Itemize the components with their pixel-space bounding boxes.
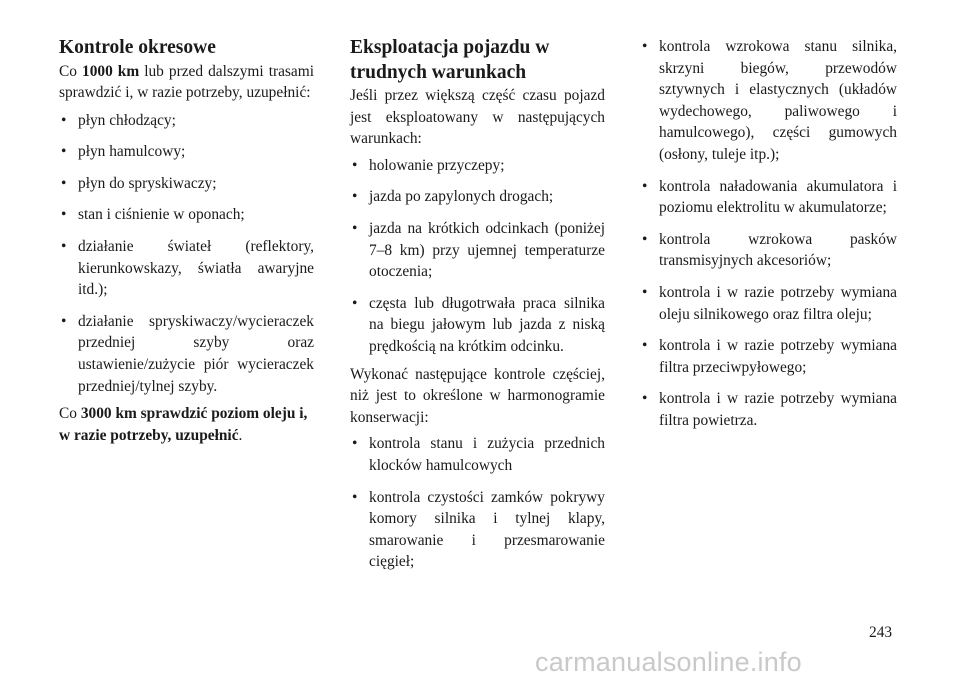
list-item: • kontrola i w razie potrzeby wymiana filtra przeciwpyłowego; — [642, 337, 897, 376]
bullet-icon: • — [352, 188, 358, 206]
bullet-icon: • — [352, 435, 358, 453]
list-item: • kontrola i w razie potrzeby wymiana filtra powietrza. — [642, 390, 897, 429]
more-frequent-checks-list — [350, 433, 605, 573]
more-frequent-checks-intro: Wykonać następujące kontrole częściej, niż jest to określone w harmonogramie konserwacji: — [350, 365, 605, 426]
bullet-icon: • — [61, 111, 67, 129]
difficult-conditions-intro: Jeśli przez większą część czasu pojazd jest eksploatowany w następujących warunkach: — [350, 87, 605, 148]
list-item: • kontrola naładowania akumulatora i poziomu elektrolitu w akumulatorze; — [642, 177, 897, 217]
bullet-icon: • — [642, 283, 648, 301]
bullet-icon: • — [61, 312, 67, 330]
list-item: • płyn hamulcowy; — [59, 141, 314, 163]
bullet-icon: • — [61, 238, 67, 256]
watermark: carmanualsonline.info — [535, 647, 802, 677]
list-item: • działanie świateł (reflektory, kierunkowskazy, światła awaryjne itd.); — [61, 238, 314, 299]
list-item: • częsta lub długotrwała praca silnika na biegu jałowym lub jazda z niską prędkością na krótkim odcinku. — [352, 294, 605, 355]
page-number: 243 — [869, 624, 893, 641]
periodic-checks-column — [59, 36, 314, 446]
bullet-icon: • — [352, 488, 358, 506]
bullet-icon: • — [61, 174, 67, 192]
bullet-icon: • — [352, 156, 358, 174]
periodic-checks-outro: Co 3000 km sprawdzić poziom oleju i, w razie potrzeby, uzupełnić. — [59, 405, 308, 444]
list-item: • kontrola czystości zamków pokrywy komory silnika i tylnej klapy, smarowanie i przesmarowanie cięgieł; — [352, 488, 605, 571]
list-item: • działanie spryskiwaczy/wycieraczek przedniej szyby oraz ustawienie/zużycie piór wycieraczek przedniej/tylnej szyby. — [61, 312, 314, 395]
bullet-icon: • — [642, 390, 648, 408]
distance-1000km: 1000 km — [82, 62, 140, 80]
bullet-icon: • — [642, 337, 648, 355]
difficult-conditions-column — [350, 36, 605, 573]
list-item: • jazda na krótkich odcinkach (poniżej 7–8 km) przy ujemnej temperaturze otoczenia; — [352, 219, 605, 281]
periodic-checks-title: Kontrole okresowe — [59, 37, 216, 58]
list-item: • płyn do spryskiwaczy; — [59, 173, 314, 195]
bullet-icon: • — [61, 143, 67, 161]
bullet-icon: • — [61, 206, 67, 224]
distance-3000km-instruction: 3000 km sprawdzić poziom oleju i, w razie potrzeby, uzupełnić — [59, 405, 308, 444]
bullet-icon: • — [352, 219, 358, 237]
list-item: • płyn chłodzący; — [59, 110, 314, 132]
periodic-checks-intro: Co 1000 km lub przed dalszymi trasami sprawdzić i, w razie potrzeby, uzupełnić: — [59, 62, 314, 102]
difficult-conditions-list — [350, 155, 605, 358]
list-item: • kontrola wzrokowa pasków transmisyjnych akcesoriów; — [642, 230, 897, 270]
bullet-icon: • — [352, 294, 358, 312]
list-item: • holowanie przyczepy; — [350, 155, 605, 177]
additional-checks-list — [640, 36, 897, 432]
list-item: • jazda po zapylonych drogach; — [350, 186, 605, 208]
additional-checks-column — [640, 36, 897, 432]
bullet-icon: • — [642, 38, 648, 55]
list-item: • kontrola wzrokowa stanu silnika, skrzyni biegów, przewodów sztywnych i elastycznych (układów wydechowego, paliwowego i hamulcowego), części gumowych (osłony, tuleje itp.); — [642, 38, 897, 163]
bullet-icon: • — [642, 177, 648, 195]
difficult-conditions-title: Eksploatacja pojazdu w trudnych warunkach — [350, 37, 550, 83]
periodic-checks-list — [59, 110, 314, 398]
list-item: • stan i ciśnienie w oponach; — [59, 204, 314, 226]
list-item: • kontrola i w razie potrzeby wymiana oleju silnikowego oraz filtra oleju; — [642, 283, 897, 323]
bullet-icon: • — [642, 230, 648, 248]
list-item: • kontrola stanu i zużycia przednich klocków hamulcowych — [352, 435, 605, 474]
